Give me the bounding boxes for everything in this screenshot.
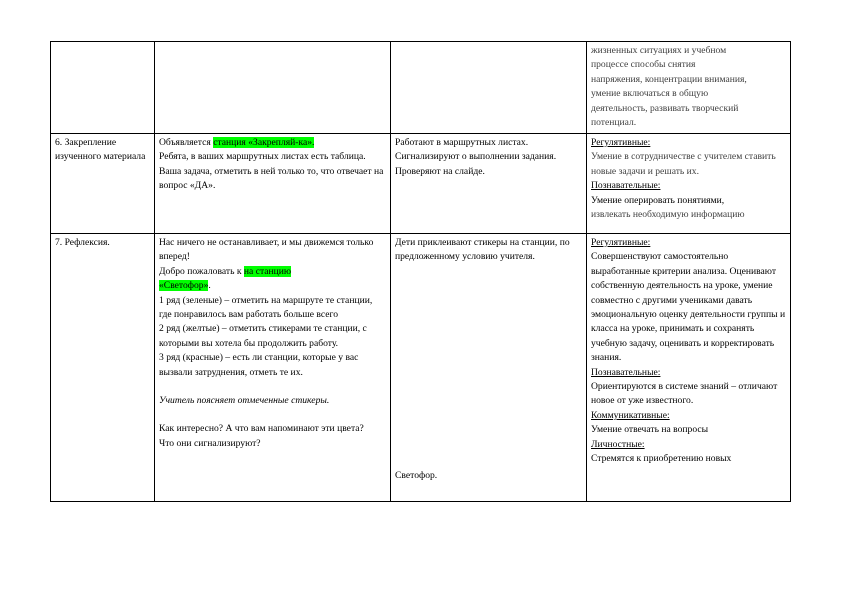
welcome-end: . bbox=[208, 280, 211, 292]
uud-communicative-text: Умение отвечать на вопросы bbox=[591, 424, 709, 436]
uud-line: процессе способы снятия bbox=[591, 59, 696, 71]
student-activity: Дети приклеивают стикеры на станции, по предложенному условию учителя. bbox=[395, 237, 570, 263]
student-answer: Светофор. bbox=[395, 470, 438, 481]
stage-title: 6. Закрепление изученного материала bbox=[55, 137, 146, 163]
cell-uud bbox=[587, 234, 791, 502]
uud-cognitive-title: Познавательные: bbox=[591, 180, 661, 192]
table-row-reflection bbox=[51, 234, 791, 502]
cell-stage-empty bbox=[51, 42, 155, 134]
teacher-activity bbox=[159, 136, 386, 150]
cell-teacher-empty bbox=[155, 42, 391, 134]
cell-uud bbox=[587, 134, 791, 234]
table-row-consolidation bbox=[51, 134, 791, 234]
teacher-question-1: Как интересно? А что вам напоминают эти цвета? bbox=[159, 423, 364, 435]
teacher-text: Объявляется bbox=[159, 137, 214, 148]
task-green: 1 ряд (зеленые) – отметить на маршруте те станции, где понравилось вам работать больше всего bbox=[159, 294, 373, 321]
stage-title: 7. Рефлексия. bbox=[55, 237, 110, 248]
uud-line: деятельность, развивать творческий bbox=[591, 102, 739, 114]
uud-cognitive-text: Умение оперировать понятиями, bbox=[591, 194, 725, 206]
task-yellow: 2 ряд (желтые) – отметить стикерами те станции, с которыми вы хотела бы продолжить работу. bbox=[159, 323, 367, 349]
teacher-instructions: Ребята, в ваших маршрутных листах есть таблица. Ваша задача, отметить в ней только то, что отвечает на вопрос «ДА». bbox=[159, 151, 384, 192]
uud-personal-title: Личностные: bbox=[591, 438, 645, 450]
cell-teacher bbox=[155, 234, 391, 502]
uud-line: напряжения, концентрации внимания, bbox=[591, 73, 747, 85]
station-highlight: на станцию bbox=[243, 265, 292, 277]
uud-line: умение включаться в общую bbox=[591, 88, 709, 100]
uud-regulative-text: Умение в сотрудничестве с учителем ставить новые задачи и решать их. bbox=[591, 151, 776, 177]
teacher-question-2: Что они сигнализируют? bbox=[159, 437, 261, 449]
uud-cognitive-text-2: извлекать необходимую информацию bbox=[591, 209, 745, 221]
uud-personal-text: Стремятся к приобретению новых bbox=[591, 453, 732, 465]
cell-teacher bbox=[155, 134, 391, 234]
uud-cognitive-title: Познавательные: bbox=[591, 366, 661, 378]
cell-uud-continued bbox=[587, 42, 791, 134]
uud-regulative-text: Совершенствуют самостоятельно выработанные критерии анализа. Оценивают собственную деятельность на уроке, умение совместно с другими учениками давать эмоциональную оценку деятельности группы и класса на уроке, принимать и сохранять учебную задачу, оценивать и корректировать знания. bbox=[591, 251, 786, 364]
teacher-intro: Нас ничего не останавливает, и мы движемся только вперед! bbox=[159, 237, 374, 263]
teacher-note: Учитель поясняет отмеченные стикеры. bbox=[159, 395, 330, 407]
station-name-highlight: «Светофор» bbox=[159, 280, 209, 292]
teacher-welcome bbox=[159, 265, 386, 294]
uud-line: потенциал. bbox=[591, 117, 637, 129]
cell-students bbox=[391, 234, 587, 502]
uud-communicative-title: Коммуникативные: bbox=[591, 409, 670, 421]
cell-stage bbox=[51, 234, 155, 502]
station-highlight: станция «Закрепляй-ка». bbox=[213, 137, 315, 148]
lesson-plan-table bbox=[50, 41, 791, 502]
student-activity: Работают в маршрутных листах. Сигнализируют о выполнении задания. Проверяют на слайде. bbox=[395, 137, 557, 177]
table-row-continued bbox=[51, 42, 791, 134]
cell-stage bbox=[51, 134, 155, 234]
uud-cognitive-text: Ориентируются в системе знаний – отличают новое от уже известного. bbox=[591, 381, 778, 407]
uud-line: жизненных ситуациях и учебном bbox=[591, 45, 727, 56]
spacer bbox=[159, 380, 386, 394]
welcome-text: Добро пожаловать к bbox=[159, 265, 244, 277]
uud-regulative-title: Регулятивные: bbox=[591, 137, 651, 148]
cell-students bbox=[391, 134, 587, 234]
uud-regulative-title: Регулятивные: bbox=[591, 237, 651, 248]
cell-students-empty bbox=[391, 42, 587, 134]
spacer bbox=[159, 408, 386, 422]
task-red: 3 ряд (красные) – есть ли станции, которые у вас вызвали затруднения, отметь те их. bbox=[159, 352, 359, 378]
